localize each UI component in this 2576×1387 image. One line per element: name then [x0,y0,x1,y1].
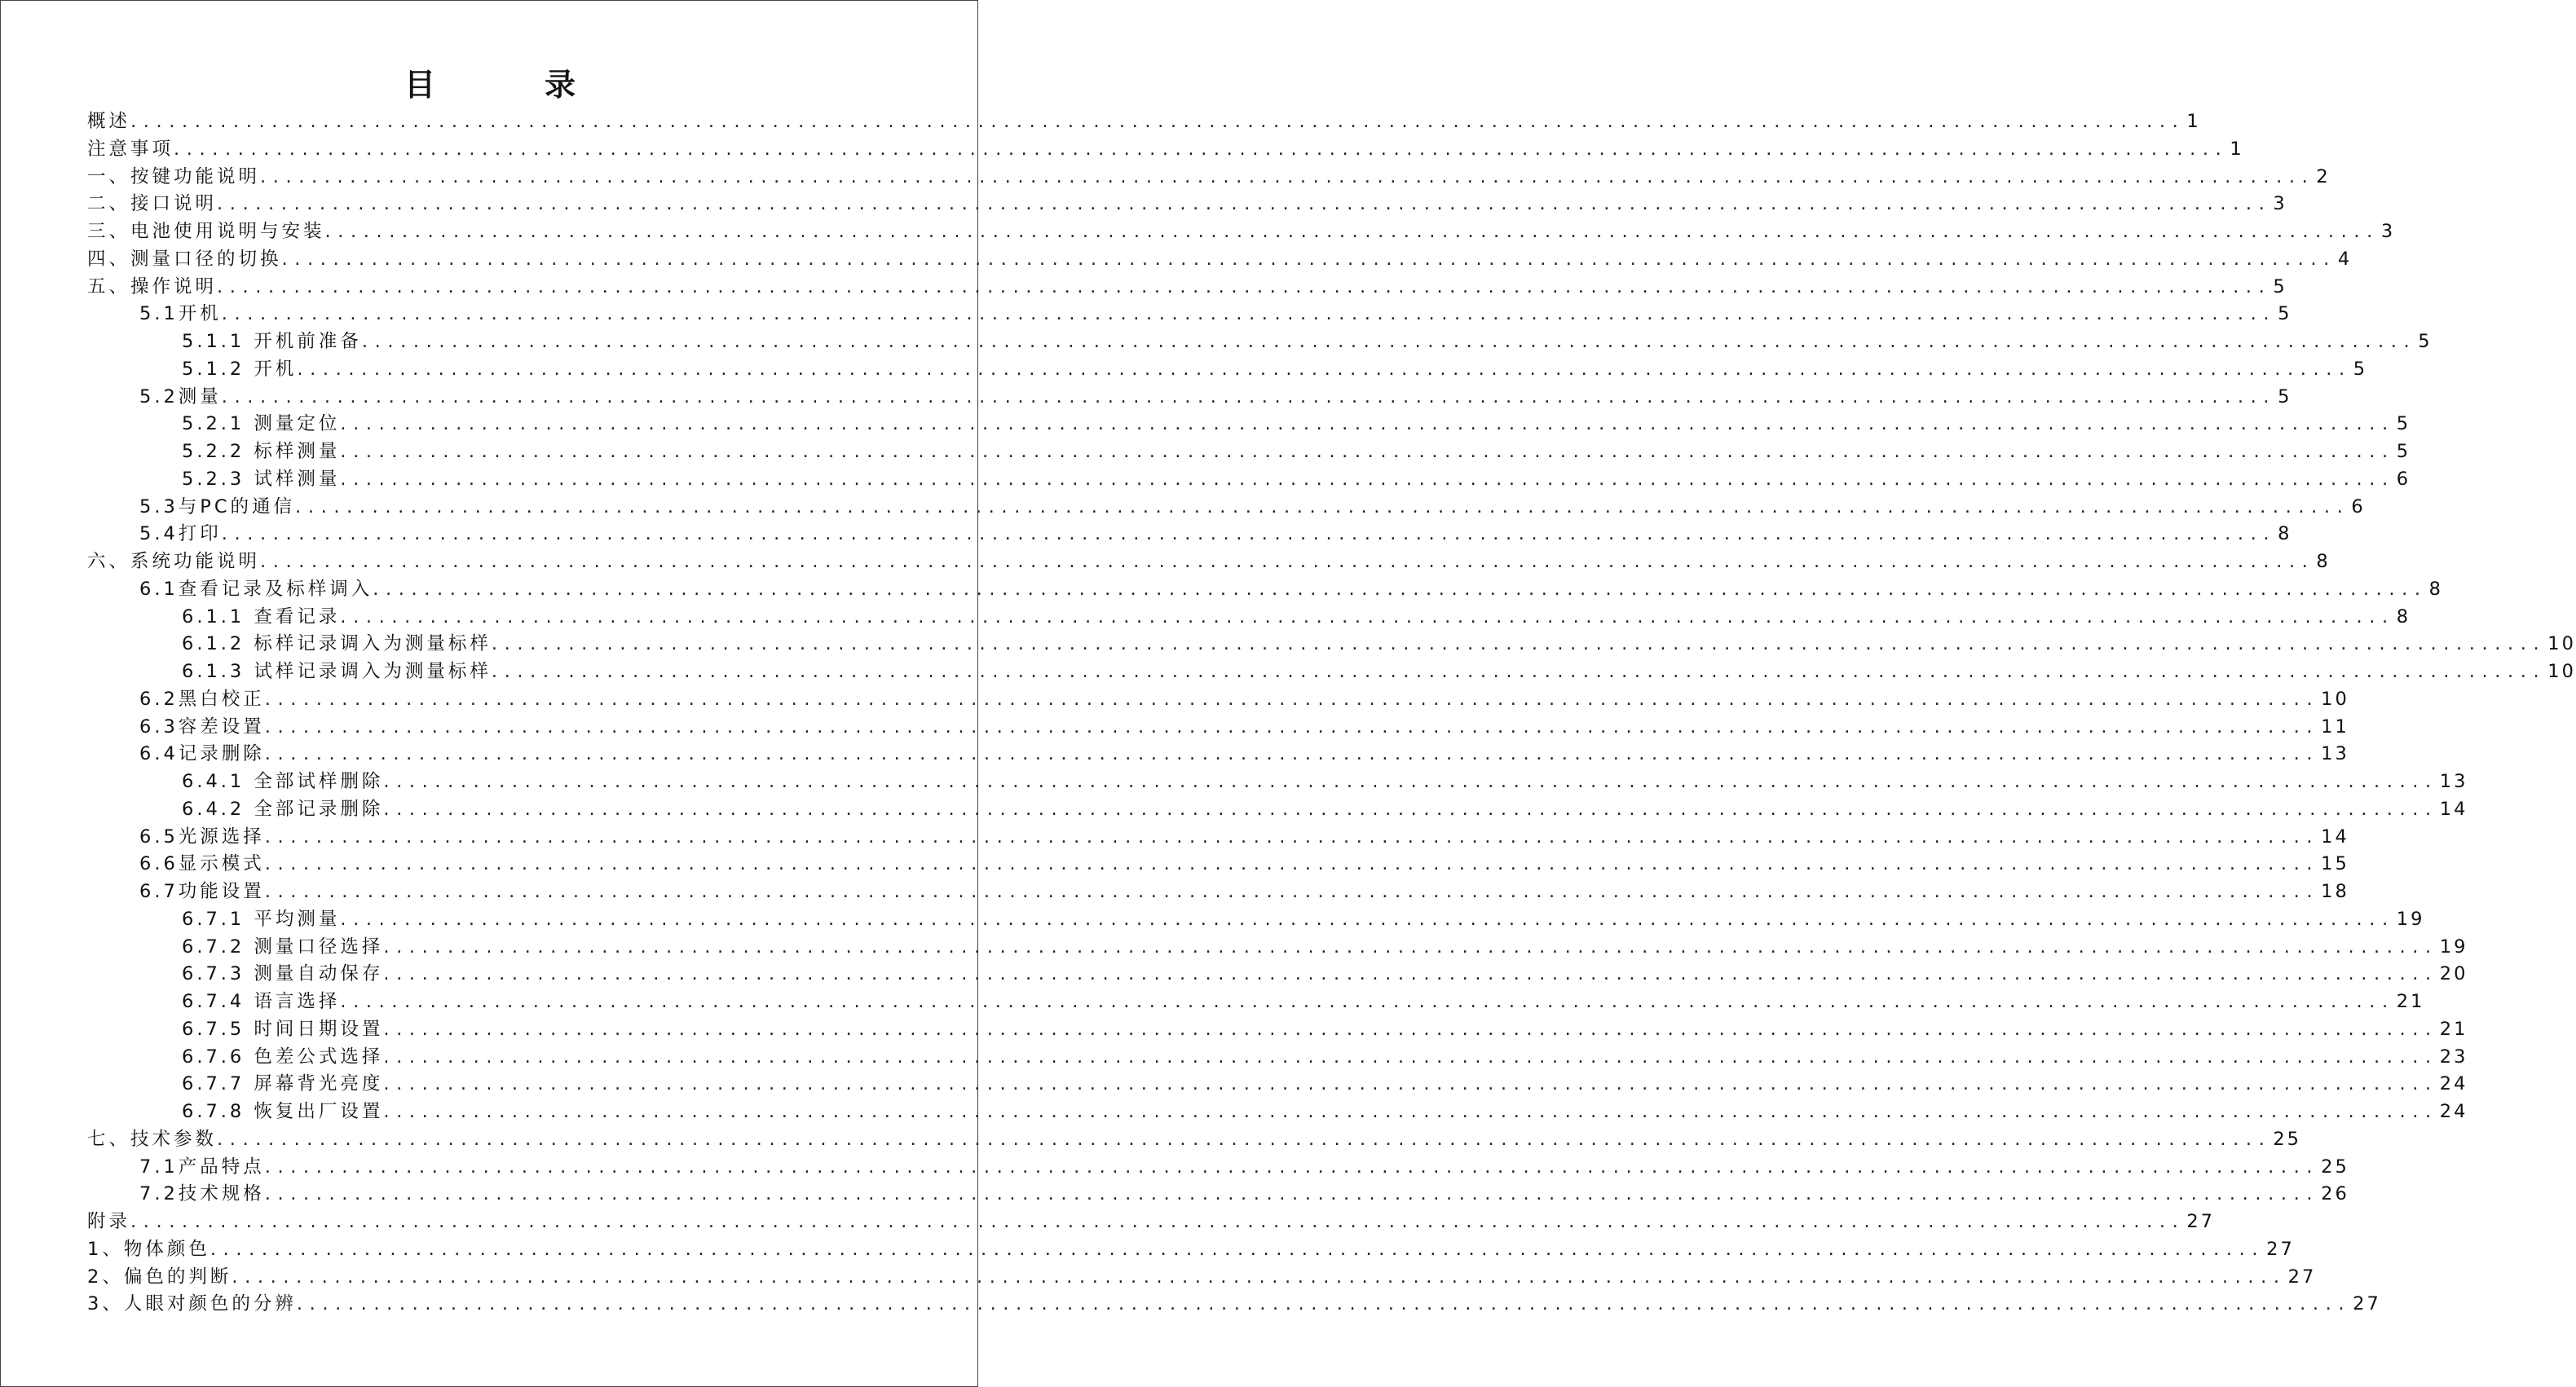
toc-leader-dots: ................................................................................................................................................................ [130,1211,2186,1232]
toc-entry[interactable] [87,629,2576,657]
toc-entry-label: 6.4.1 全部试样删除 [182,771,384,792]
toc-entry[interactable] [87,547,2331,575]
toc-entry-page-number: 5 [2273,275,2287,297]
toc-entry-label: 三、电池使用说明与安装 [87,221,325,242]
toc-entry[interactable] [87,657,2576,685]
toc-entry-page-number: 11 [2321,716,2349,738]
toc-leader-dots: ................................................................................................................................................................ [340,413,2395,435]
toc-entry-page-number: 19 [2396,908,2425,930]
toc-entry[interactable] [87,465,2411,492]
toc-entry-page-number: 5 [2278,303,2292,325]
toc-entry-label: 5.3与PC的通信 [139,495,296,517]
toc-entry-page-number: 8 [2278,523,2292,545]
toc-entry-label: 6.6显示模式 [139,853,265,875]
toc-leader-dots: ................................................................................................................................................................ [373,578,2428,600]
toc-leader-dots: ................................................................................................................................................................ [340,908,2395,930]
toc-entry-label: 6.1.3 试样记录调入为测量标样 [182,661,492,682]
toc-entry-page-number: 27 [2186,1211,2215,1232]
toc-entry-page-number: 18 [2321,881,2349,902]
toc-entry[interactable] [87,1262,2317,1290]
toc-leader-dots: ................................................................................................................................................................ [260,551,2315,572]
toc-entry[interactable] [87,959,2468,987]
toc-entry[interactable] [87,189,2287,217]
toc-leader-dots: ................................................................................................................................................................ [232,1266,2287,1288]
toc-entry-page-number: 13 [2321,743,2349,765]
toc-entry[interactable] [87,575,2443,602]
toc-entry-label: 6.1.1 查看记录 [182,605,341,627]
toc-entry-page-number: 3 [2380,221,2396,242]
toc-entry-page-number: 5 [2396,441,2411,462]
toc-entry-label: 五、操作说明 [87,275,218,297]
toc-entry-label: 5.2.1 测量定位 [182,413,341,435]
toc-entry-page-number: 25 [2273,1128,2301,1150]
toc-entry[interactable] [87,519,2292,547]
toc-leader-dots: ................................................................................................................................................................ [264,716,2320,738]
toc-entry-page-number: 6 [2396,468,2411,490]
toc-entry-label: 1、物体颜色 [87,1238,210,1260]
toc-leader-dots: ................................................................................................................................................................ [340,441,2395,462]
toc-entry-page-number: 23 [2439,1046,2468,1068]
toc-entry-label: 概述 [87,111,131,132]
toc-leader-dots: ................................................................................................................................................................ [221,523,2277,545]
toc-leader-dots: ................................................................................................................................................................ [221,385,2277,407]
toc-leader-dots: ................................................................................................................................................................ [340,468,2395,490]
toc-entry[interactable] [87,244,2353,272]
toc-entry[interactable] [87,905,2425,932]
toc-entry-page-number: 2 [2316,165,2331,187]
toc-entry-page-number: 19 [2439,936,2468,958]
toc-entry[interactable] [87,1235,2295,1262]
toc-leader-dots: ................................................................................................................................................................ [491,661,2547,682]
toc-entry-page-number: 13 [2439,771,2468,792]
toc-entry[interactable] [87,1015,2468,1042]
toc-entry-label: 6.7.2 测量口径选择 [182,936,384,958]
toc-leader-dots: ................................................................................................................................................................ [295,495,2350,517]
toc-leader-dots: ................................................................................................................................................................ [383,1101,2438,1122]
toc-entry[interactable] [87,217,2396,244]
toc-entry[interactable] [87,1207,2215,1235]
toc-entry[interactable] [87,877,2349,905]
toc-leader-dots: ................................................................................................................................................................ [264,853,2320,875]
toc-entry-page-number: 10 [2547,661,2576,682]
toc-entry[interactable] [87,685,2349,712]
toc-leader-dots: ................................................................................................................................................................ [264,1183,2320,1205]
toc-entry[interactable] [87,107,2201,134]
toc-entry-label: 6.7.1 平均测量 [182,908,341,930]
toc-entry-page-number: 8 [2428,578,2443,600]
toc-entry-label: 5.4打印 [139,523,222,545]
toc-entry[interactable] [87,437,2411,465]
toc-entry[interactable] [87,932,2468,960]
toc-entry-label: 6.7.7 屏幕背光亮度 [182,1073,384,1095]
toc-entry-page-number: 4 [2337,248,2353,270]
toc-entry[interactable] [87,822,2349,850]
toc-entry-page-number: 27 [2353,1293,2381,1315]
toc-entry-page-number: 5 [2396,413,2411,435]
toc-entry-label: 6.1查看记录及标样调入 [139,578,373,600]
toc-entry-page-number: 20 [2439,963,2468,985]
toc-entry-page-number: 10 [2547,633,2576,655]
toc-entry-label: 二、接口说明 [87,193,218,215]
page-title: 目 录 [404,67,615,103]
toc-entry-label: 5.1开机 [139,303,222,325]
toc-leader-dots: ................................................................................................................................................................ [383,1018,2438,1040]
toc-entry-label: 6.7.3 测量自动保存 [182,963,384,985]
toc-entry-label: 5.1.2 开机 [182,358,298,380]
toc-entry-label: 6.2黑白校正 [139,688,265,710]
toc-leader-dots: ................................................................................................................................................................ [324,221,2380,242]
toc-entry-page-number: 3 [2273,193,2287,215]
toc-entry-label: 6.1.2 标样记录调入为测量标样 [182,633,492,655]
toc-leader-dots: ................................................................................................................................................................ [264,743,2320,765]
toc-entry[interactable] [87,409,2411,437]
toc-entry-label: 5.2.2 标样测量 [182,441,341,462]
toc-entry[interactable] [87,767,2468,795]
toc-entry-page-number: 5 [2278,385,2292,407]
toc-entry-label: 6.5光源选择 [139,826,265,848]
toc-leader-dots: ................................................................................................................................................................ [383,798,2438,820]
toc-entry-page-number: 8 [2396,605,2411,627]
toc-leader-dots: ................................................................................................................................................................ [297,358,2352,380]
toc-entry-page-number: 5 [2353,358,2368,380]
toc-entry[interactable] [87,1179,2349,1207]
toc-leader-dots: ................................................................................................................................................................ [130,111,2186,132]
toc-entry-page-number: 14 [2439,798,2468,820]
toc-entry-label: 6.4记录删除 [139,743,265,765]
toc-entry-label: 5.2.3 试样测量 [182,468,341,490]
toc-leader-dots: ................................................................................................................................................................ [383,771,2438,792]
toc-entry-label: 6.7.8 恢复出厂设置 [182,1101,384,1122]
toc-entry[interactable] [87,134,2244,162]
toc-leader-dots: ................................................................................................................................................................ [361,331,2417,352]
toc-leader-dots: ................................................................................................................................................................ [217,275,2272,297]
toc-entry[interactable] [87,354,2368,382]
toc-leader-dots: ................................................................................................................................................................ [296,1293,2352,1315]
toc-entry-page-number: 25 [2321,1156,2349,1178]
toc-entry[interactable] [87,1289,2381,1317]
toc-entry-page-number: 1 [2186,111,2201,132]
toc-leader-dots: ................................................................................................................................................................ [340,991,2395,1012]
toc-entry-page-number: 27 [2287,1266,2317,1288]
toc-entry-page-number: 10 [2321,688,2349,710]
toc-entry-label: 2、偏色的判断 [87,1266,232,1288]
toc-leader-dots: ................................................................................................................................................................ [281,248,2336,270]
toc-leader-dots: ................................................................................................................................................................ [260,165,2315,187]
toc-entry-page-number: 5 [2418,331,2433,352]
toc-entry[interactable] [87,849,2349,877]
toc-entry-label: 七、技术参数 [87,1128,218,1150]
toc-entry-page-number: 15 [2321,853,2349,875]
toc-entry-label: 六、系统功能说明 [87,551,261,572]
toc-entry-label: 6.7.6 色差公式选择 [182,1046,384,1068]
toc-entry-label: 6.3容差设置 [139,716,265,738]
toc-entry[interactable] [87,327,2433,354]
toc-leader-dots: ................................................................................................................................................................ [383,963,2438,985]
toc-entry-label: 6.7.5 时间日期设置 [182,1018,384,1040]
table-of-contents [87,107,2576,1317]
toc-leader-dots: ................................................................................................................................................................ [383,1073,2438,1095]
toc-entry-page-number: 24 [2439,1101,2468,1122]
toc-entry-label: 一、按键功能说明 [87,165,261,187]
toc-entry-label: 6.7功能设置 [139,881,265,902]
toc-entry[interactable] [87,1152,2349,1180]
toc-entry-label: 5.1.1 开机前准备 [182,331,362,352]
toc-entry[interactable] [87,299,2292,327]
toc-entry-page-number: 27 [2266,1238,2295,1260]
toc-entry[interactable] [87,602,2411,630]
toc-leader-dots: ................................................................................................................................................................ [383,936,2438,958]
toc-entry-page-number: 8 [2316,551,2331,572]
toc-entry[interactable] [87,739,2349,767]
toc-entry[interactable] [87,1125,2301,1152]
toc-entry-label: 注意事项 [87,138,174,160]
toc-entry-label: 7.2技术规格 [139,1183,265,1205]
toc-entry-page-number: 14 [2321,826,2349,848]
toc-entry-page-number: 6 [2351,495,2366,517]
toc-entry[interactable] [87,162,2331,190]
toc-entry-label: 6.7.4 语言选择 [182,991,341,1012]
toc-entry-label: 四、测量口径的切换 [87,248,282,270]
toc-leader-dots: ................................................................................................................................................................ [340,605,2395,627]
toc-entry[interactable] [87,492,2366,520]
toc-entry-label: 附录 [87,1211,131,1232]
toc-leader-dots: ................................................................................................................................................................ [217,1128,2272,1150]
toc-entry-page-number: 21 [2439,1018,2468,1040]
toc-leader-dots: ................................................................................................................................................................ [264,826,2320,848]
toc-leader-dots: ................................................................................................................................................................ [174,138,2229,160]
toc-entry-page-number: 26 [2321,1183,2349,1205]
toc-entry-label: 5.2测量 [139,385,222,407]
toc-entry-page-number: 1 [2230,138,2244,160]
toc-entry-label: 6.4.2 全部记录删除 [182,798,384,820]
toc-entry-label: 3、人眼对颜色的分辨 [87,1293,297,1315]
toc-entry[interactable] [87,712,2349,740]
toc-leader-dots: ................................................................................................................................................................ [264,1156,2320,1178]
toc-entry[interactable] [87,272,2287,300]
toc-entry[interactable] [87,1042,2468,1070]
toc-entry[interactable] [87,382,2292,410]
toc-leader-dots: ................................................................................................................................................................ [264,881,2320,902]
toc-entry[interactable] [87,987,2425,1015]
toc-entry-page-number: 21 [2396,991,2425,1012]
toc-leader-dots: ................................................................................................................................................................ [221,303,2277,325]
toc-leader-dots: ................................................................................................................................................................ [491,633,2547,655]
toc-leader-dots: ................................................................................................................................................................ [210,1238,2265,1260]
toc-entry-page-number: 24 [2439,1073,2468,1095]
toc-leader-dots: ................................................................................................................................................................ [383,1046,2438,1068]
toc-entry[interactable] [87,1069,2468,1097]
toc-entry[interactable] [87,1097,2468,1125]
toc-leader-dots: ................................................................................................................................................................ [264,688,2320,710]
toc-leader-dots: ................................................................................................................................................................ [217,193,2272,215]
toc-entry-label: 7.1产品特点 [139,1156,265,1178]
toc-entry[interactable] [87,795,2468,822]
